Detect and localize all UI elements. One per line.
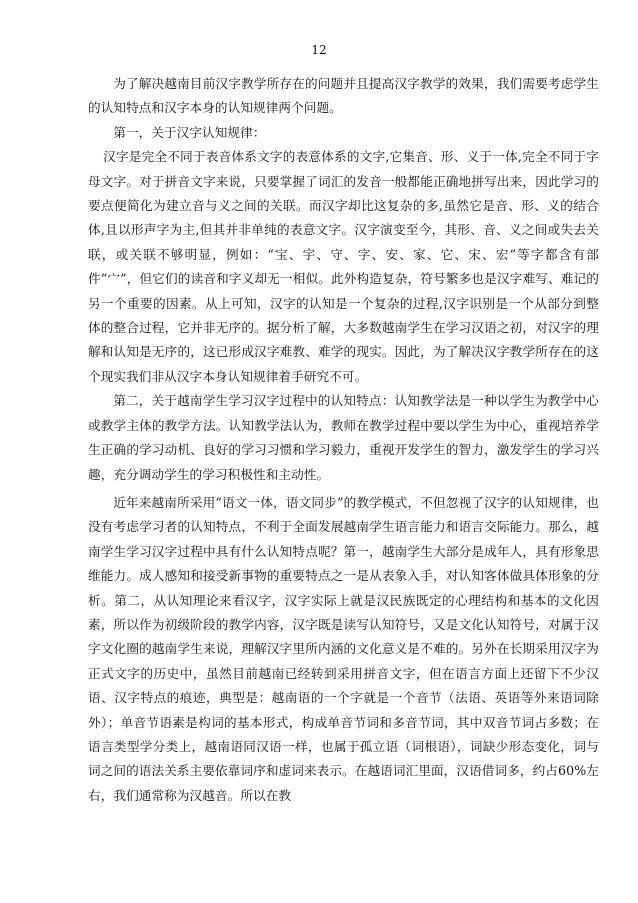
page-number: 12 bbox=[311, 43, 327, 57]
paragraph-student-cognition: 第二，关于越南学生学习汉字过程中的认知特点：认知教学法是一种以学生为教学中心或教学主体的教学方法。认知教学法认为，教师在教学过程中要以学生为中心，重视培养学生正确的学习动机、良好的学习习惯和学习毅力，重视开发学生的智力，激发学生的学习兴趣，充分调动学生的学习积极性和主动性。 bbox=[88, 393, 599, 482]
paragraph-vietnam-teaching: 近年来越南所采用“语文一体，语文同步”的教学模式，不但忽视了汉字的认知规律，也没有考虑学习者的认知特点，不利于全面发展越南学生语言能力和语言交际能力。那么，越南学生学习汉字过程中具有什么认知特点呢？第一，越南学生大部分是成年人，具有形象思维能力。成人感知和接受新事物的重要特点之一是从表象入手，对认知客体做具体形象的分析。第二，从认知理论来看汉字，汉字实际上就是汉民族既定的心理结构和基本的文化因素，所以作为初级阶段的教学内容，汉字既是读写认知符号，又是文化认知符号，对属于汉字文化圈的越南学生来说，理解汉字里所内涵的文化意义是不难的。另外在长期采用汉字为正式文字的历史中，虽然目前越南已经转到采用拼音文字，但在语言方面上还留下不少汉语、汉字特点的痕迹，典型是：越南语的一个字就是一个音节（法语、英语等外来语词除外）；单音节语素是构词的基本形式，构成单音节词和多音节词，其中双音节词占多数；在语言类型学分类上，越南语同汉语一样，也属于孤立语（词根语），词缺少形态变化，词与词之间的语法关系主要依靠词序和虚词来表示。在越语词汇里面，汉语借词多，约占60%左右，我们通常称为汉越音。所以在教 bbox=[88, 494, 599, 803]
paragraph-character-cognition: 汉字是完全不同于表音体系文字的表意体系的文字,它集音、形、义于一体,完全不同于字母文字。对于拼音文字来说，只要掌握了词汇的发音一般都能正确地拼写出来，因此学习的要点便简化为建立音与义之间的关联。而汉字却比这复杂的多,虽然它是音、形、义的结合体,且以形声字为主,但其并非单纯的表意文字。汉字演变至今，其形、音、义之间或失去关联，或关联不够明显，例如：“宝、宇、守、字、安、家、它、宋、宏”等字都含有部件“宀”，但它们的读音和字义却无一相似。此外构造复杂，符号繁多也是汉字难写、难记的另一个重要的因素。从上可知，汉字的认知是一个复杂的过程,汉字识别是一个从部分到整体的整合过程，它并非无序的。据分析了解，大多数越南学生在学习汉语之初，对汉字的理解和认知是无序的，这已形成汉字难教、难学的现实。因此，为了解决汉字教学所存在的这个现实我们非从汉字本身认知规律着手研究不可。 bbox=[88, 149, 599, 384]
body-text bbox=[88, 72, 599, 808]
paragraph-heading-first: 第一，关于汉字认知规律： bbox=[113, 124, 266, 140]
paragraph-intro: 为了解决越南目前汉字教学所存在的问题并且提高汉字教学的效果，我们需要考虑学生的认知特点和汉字本身的认知规律两个问题。 bbox=[88, 76, 599, 116]
